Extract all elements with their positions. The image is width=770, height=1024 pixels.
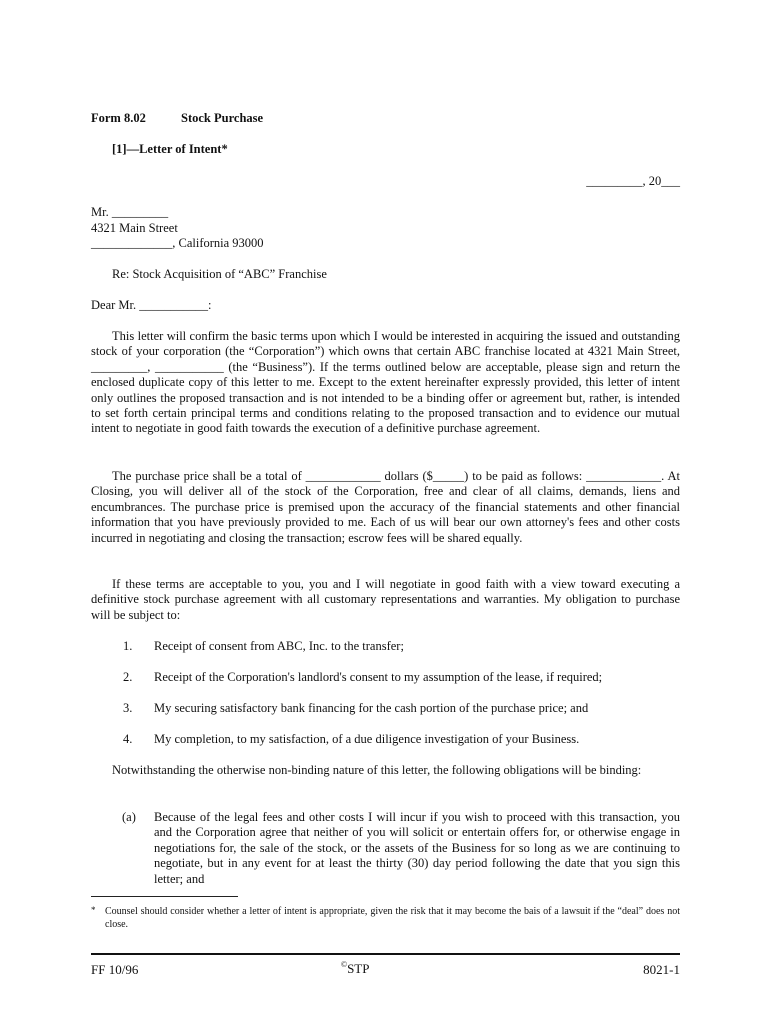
footer-page-code: 8021-1 (643, 962, 680, 977)
copyright-symbol: © (341, 960, 348, 969)
document-page (91, 0, 680, 1024)
footnote-text: Counsel should consider whether a letter of intent is appropriate, given the risk that it may become the bais of a lawsuit if the “deal” does not close. (105, 906, 680, 930)
date-line: _________, 20___ (586, 174, 680, 188)
form-number: Form 8.02 (91, 111, 146, 125)
footnote-divider (91, 896, 238, 897)
condition-number: 1. (123, 639, 133, 653)
condition-text: Receipt of the Corporation's landlord's consent to my assumption of the lease, if required; (154, 670, 603, 684)
footer-publisher-name: STP (347, 961, 370, 976)
salutation: Dear Mr. ___________: (91, 298, 212, 312)
address-block (91, 205, 264, 252)
paragraph-negotiation (91, 577, 680, 623)
paragraph-purchase-price (91, 469, 680, 546)
paragraph-purchase-price-text: The purchase price shall be a total of ____________ dollars ($_____) to be paid as follows: ____________. At Closing, you will deliver all of the stock of the Corporation, free and clear of all claims, demands, liens and encumbrances. The purchase price is premised upon the accuracy of the financial statements and other financial information that you have previously provided to me. Each of us will bear our own attorney's fees and other costs incurred in negotiating and closing the transaction; escrow fees will be shared equally. (91, 469, 680, 545)
footer-publisher (341, 960, 369, 977)
condition-text: My completion, to my satisfaction, of a due diligence investigation of your Business. (154, 732, 580, 746)
subheading: [1]—Letter of Intent* (112, 142, 228, 156)
re-line: Re: Stock Acquisition of “ABC” Franchise (112, 267, 327, 281)
condition-text: Receipt of consent from ABC, Inc. to the transfer; (154, 639, 404, 653)
footer-form-date: FF 10/96 (91, 962, 139, 977)
paragraph-terms (91, 329, 680, 437)
paragraph-terms-text: This letter will confirm the basic terms upon which I would be interested in acquiring the issued and outstanding stock of your corporation (the “Corporation”) which owns that certain ABC franchise located at 4321 Main Street, _________, ___________ (the “Business”). If the terms outlined below are acceptable, please sign and return the enclosed duplicate copy of this letter to me. Except to the extent hereinafter expressly provided, this letter of intent only outlines the proposed transaction and is not intended to be a binding offer or agreement but, rather, is intended to set forth certain principal terms and conditions relating to the proposed transaction and to evidence our mutual intent to negotiate in good faith towards the execution of a definitive purchase agreement. (91, 329, 680, 436)
address-line-1: Mr. _________ (91, 205, 169, 219)
footnote-mark: * (91, 905, 96, 915)
address-line-3: _____________, California 93000 (91, 236, 264, 250)
condition-number: 2. (123, 670, 133, 684)
form-title: Stock Purchase (181, 111, 264, 125)
binding-item-label: (a) (122, 810, 136, 824)
address-line-2: 4321 Main Street (91, 220, 178, 235)
paragraph-negotiation-text: If these terms are acceptable to you, you and I will negotiate in good faith with a view toward executing a definitive stock purchase agreement with all customary representations and warranties. My obligation to purchase will be subject to: (91, 577, 680, 622)
binding-item-text: Because of the legal fees and other costs I will incur if you wish to proceed with this transaction, you and the Corporation agree that neither of you will solicit or entertain offers for, or otherwise engage in negotiations for, the sale of the stock, or the assets of the Business for so long as we are continuing to negotiate, but in any event for at least the thirty (30) day period following the date that you sign this letter; and (154, 810, 680, 886)
paragraph-binding (91, 763, 680, 778)
condition-number: 3. (123, 701, 133, 715)
condition-text: My securing satisfactory bank financing for the cash portion of the purchase price; and (154, 701, 589, 715)
form-heading (91, 111, 263, 126)
footer-divider (91, 953, 680, 955)
paragraph-binding-text: Notwithstanding the otherwise non-binding nature of this letter, the following obligations will be binding: (112, 763, 642, 777)
condition-number: 4. (123, 732, 133, 746)
